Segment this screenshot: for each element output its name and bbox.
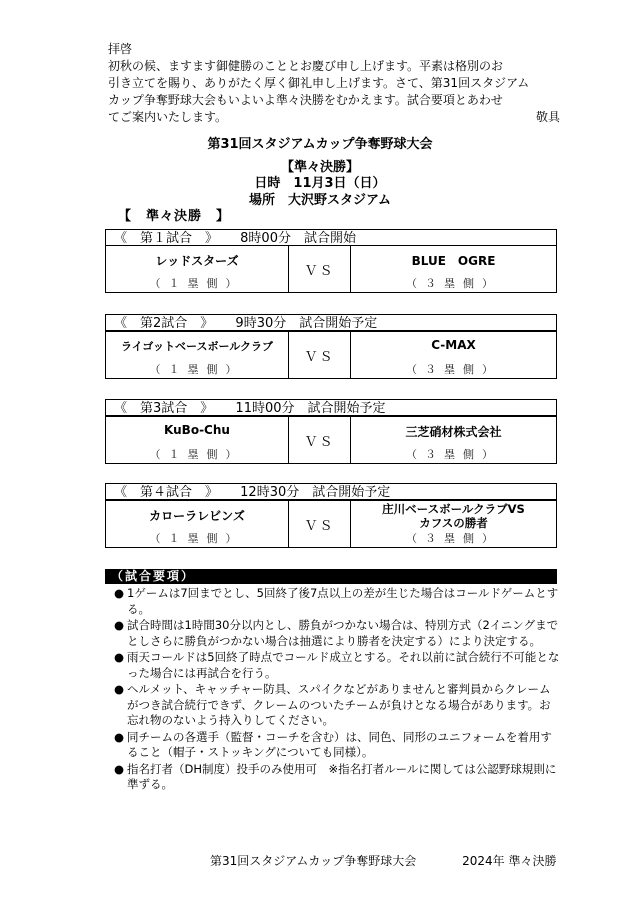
side-label: （１塁側） [149,532,245,545]
team-first-base: KuBo-Chu [164,423,230,437]
tournament-title: 第31回スタジアムカップ争奪野球大会 [207,137,433,152]
greeting-letter [108,41,560,126]
team-third-base-line: カフスの勝者 [419,516,488,530]
match-1-header [105,229,557,246]
rule-item: ● ヘルメット、キャッチャー防具、スパイクなどがありませんと審判員からクレームがつき試合続行できず、クレームのついたチームが負けとなる場合があります。お忘れ物のないよう持入りしてください。 [114,682,551,727]
greeting-line: 拝啓 [108,42,133,56]
team-third-base: 三芝硝材株式会社 [405,425,502,439]
round-title: 【準々決勝】 [280,160,359,175]
team-third-base: BLUE OGRE [411,254,496,268]
match-number: 《 第2試合 》 [114,316,214,331]
rule-item: ● 試合時間は1時間30分以内とし、勝負がつかない場合は、特別方式（2イニングまでとしさらに勝負がつかない場合は抽選により勝者を決定する）により決定する。 [114,618,559,648]
bullet-icon: ● [114,586,125,600]
rule-item: ● 雨天コールドは5回終了時点でコールド成立とする。それ以前に試合続行不可能となった場合には再試合を行う。 [114,650,560,680]
venue-line: 場所 大沢野スタジアム [248,193,392,208]
side-label: （１塁側） [149,448,245,461]
match-number: 《 第3試合 》 [114,401,214,416]
rule-item: ● 同チームの各選手（監督・コーチを含む）は、同色、同形のユニフォームを着用すること（帽子・ストッキングについても同様）。 [114,729,552,759]
vs-label: ＶＳ [304,519,335,534]
match-2-header [105,314,557,331]
match-1-box [105,245,557,293]
side-label: （３塁側） [406,363,501,376]
vs-label: ＶＳ [304,350,335,365]
team-third-base-line: 庄川ベースボールクラブVS [382,502,525,516]
match-time: 12時30分 試合開始予定 [240,485,391,500]
match-time: 8時00分 試合開始 [240,231,356,246]
date-line: 日時 11月3日（日） [254,176,386,191]
match-2-box [105,331,557,379]
match-4-box [105,500,557,548]
match-3-header [105,399,557,416]
greeting-line: カップ争奪野球大会もいよいよ準々決勝をむかえます。試合要項とあわせ [108,93,503,107]
vs-label: ＶＳ [304,264,335,279]
match-3-box [105,416,557,464]
rules-heading: （試合要項） [105,569,557,584]
greeting-line: 初秋の候、ますます御健勝のこととお慶び申し上げます。平素は格別のお [108,59,504,73]
vs-label: ＶＳ [304,435,335,450]
rule-item: ● 指名打者（DH制度）投手のみ使用可 ※指名打者ルールに関しては公認野球規則に準ずる。 [114,761,557,791]
closing-word: 敬具 [535,110,560,124]
footer-year: 2024年 準々決勝 [462,854,557,868]
team-third-base [351,502,556,530]
bullet-icon: ● [114,650,125,664]
rules-list [114,586,560,794]
side-label: （１塁側） [149,277,245,290]
bullet-icon: ● [114,618,125,632]
match-number: 《 第１試合 》 [114,231,219,246]
side-label: （３塁側） [406,532,501,545]
team-first-base: ライゴットベースボールクラブ [120,340,274,353]
bullet-icon: ● [114,761,125,776]
greeting-line: てご案内いたします。 [108,110,228,124]
team-first-base: カローラレビンズ [149,509,245,523]
footer-title: 第31回スタジアムカップ争奪野球大会 [210,854,417,868]
footer [210,852,557,869]
bullet-icon: ● [114,682,125,696]
match-4-header [105,483,557,500]
greeting-line: 引き立てを賜り、ありがたく厚く御礼申し上げます。さて、第31回スタジアム [108,76,530,90]
side-label: （３塁側） [406,277,501,290]
match-time: 11時00分 試合開始予定 [235,401,386,416]
section-label: 【 準々決勝 】 [118,209,231,224]
match-number: 《 第４試合 》 [114,485,219,500]
team-third-base: C-MAX [431,338,476,352]
rule-item: ● 1ゲームは7回までとし、5回終了後7点以上の差が生じた場合はコールドゲームとする。 [114,586,559,616]
side-label: （１塁側） [149,363,245,376]
bullet-icon: ● [114,729,125,744]
side-label: （３塁側） [406,448,501,461]
team-first-base: レッドスターズ [155,254,239,268]
match-time: 9時30分 試合開始予定 [235,316,378,331]
